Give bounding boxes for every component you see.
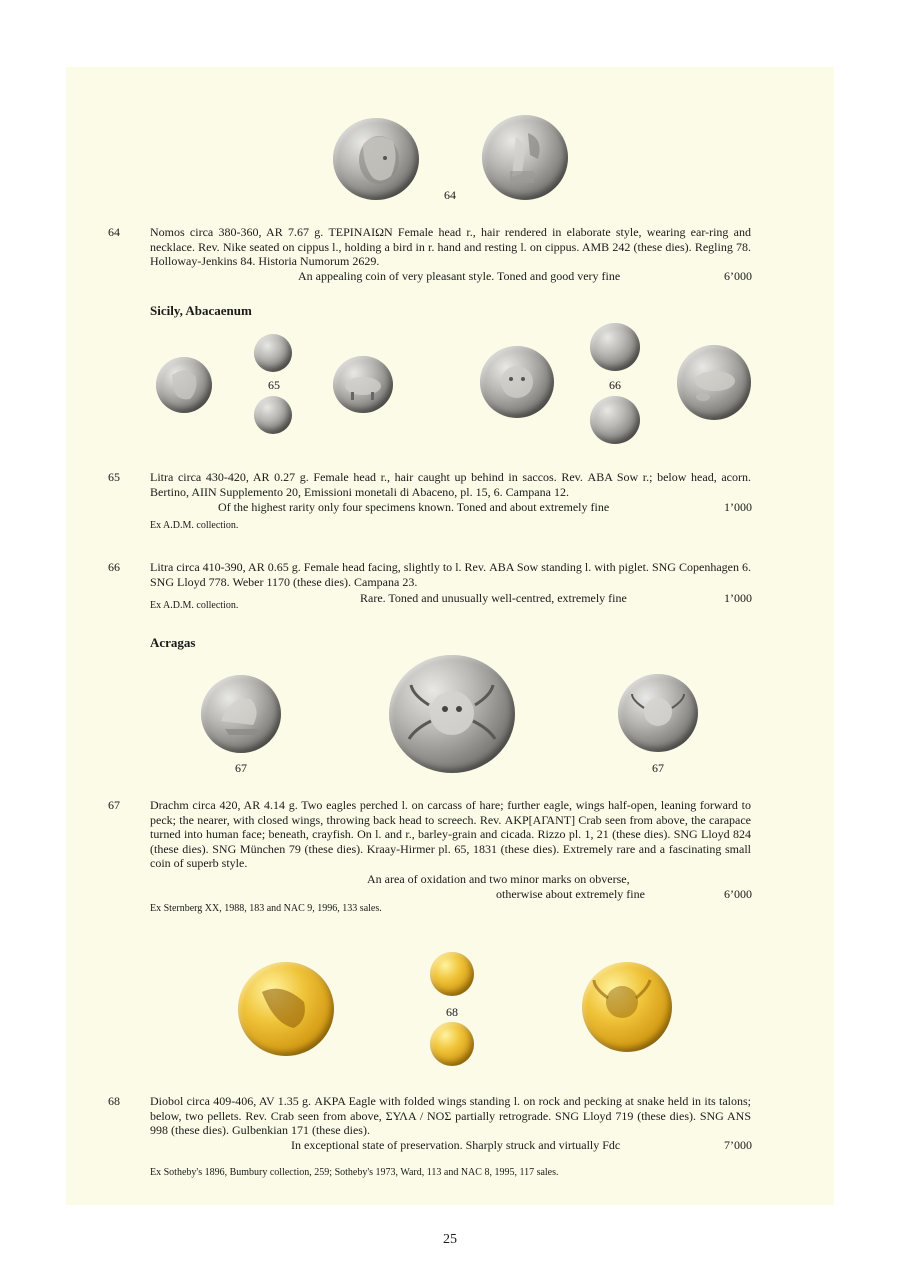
eagle-icon (238, 962, 334, 1056)
lot-remark: Rare. Toned and unusually well-centred, extremely fine (360, 591, 627, 605)
crab-icon (582, 962, 672, 1052)
lot-provenance: Ex A.D.M. collection. (150, 600, 239, 611)
lot-description: Diobol circa 409-406, AV 1.35 g. ΑΚΡΑ Eagle with folded wings standing l. on rock and pecking at snake held in its talons; below, two pellets. Rev. Crab seen from above, ΣΥΛΑ / ΝΟΣ partially retrograde. SNG Lloyd 719 (these dies). SNG ANS 998 (these dies). Gulbenkian 171 (these dies). (150, 1094, 751, 1138)
lot-number: 68 (108, 1094, 120, 1108)
coin-68-reverse-small (430, 1022, 474, 1066)
coin-68-obverse-large (238, 962, 334, 1056)
coin-label-66: 66 (609, 378, 621, 392)
lot-price: 1’000 (724, 591, 752, 605)
female-head-icon (333, 118, 419, 200)
lot-description: Litra circa 430-420, AR 0.27 g. Female head r., hair caught up behind in saccos. Rev. ΑΒΑ Sow r.; below head, acorn. Bertino, AIIN Supplemento 20, Emissioni monetali di Abaceno, pl. 15, 6. Campana 12. (150, 470, 751, 499)
lot-number: 67 (108, 798, 120, 812)
coin-64-reverse (482, 115, 568, 200)
lot-description: Drachm circa 420, AR 4.14 g. Two eagles perched l. on carcass of hare; further eagle, wings half-open, leaning forward to peck; the nearer, with closed wings, throwing back head to screech. Rev. ΑΚΡ[ΑΓΑΝΤ] Crab seen from above, the carapace turned into human face; beneath, crayfish. On l. and r., barley-grain and cicada. Rizzo pl. 1, 21 (these dies). SNG Lloyd 824 (these dies). SNG München 79 (these dies). Kraay-Hirmer pl. 65, 1831 (these dies). Extremely rare and a fascinating small coin of superb style. (150, 798, 751, 871)
sow-with-piglet-icon (677, 345, 751, 420)
coin-label-65: 65 (268, 378, 280, 392)
lot-price: 6’000 (724, 269, 752, 283)
coin-66-reverse-large (677, 345, 751, 420)
seated-nike-icon (482, 115, 568, 200)
sow-icon (333, 356, 393, 413)
coin-67-reverse-large (389, 655, 515, 773)
lot-number: 65 (108, 470, 120, 484)
lot-provenance: Ex Sternberg XX, 1988, 183 and NAC 9, 1996, 133 sales. (150, 903, 382, 914)
coin-68-reverse-large (582, 962, 672, 1052)
coin-67-reverse-small (618, 674, 698, 752)
coin-label-68: 68 (446, 1005, 458, 1019)
coin-label-67: 67 (652, 761, 664, 775)
coin-66-obverse-large (480, 346, 554, 418)
page-number: 25 (443, 1232, 457, 1247)
lot-provenance: Ex A.D.M. collection. (150, 520, 239, 531)
coin-68-obverse-small (430, 952, 474, 996)
lot-number: 66 (108, 560, 120, 574)
facing-head-icon (480, 346, 554, 418)
lot-price: 1’000 (724, 500, 752, 514)
lot-remark: otherwise about extremely fine (496, 887, 645, 901)
lot-remark: An area of oxidation and two minor marks on obverse, (367, 872, 630, 886)
coin-66-reverse-small (590, 396, 640, 444)
eagles-on-hare-icon (201, 675, 281, 753)
lot-price: 7’000 (724, 1138, 752, 1152)
lot-description: Litra circa 410-390, AR 0.65 g. Female head facing, slightly to l. Rev. ΑΒΑ Sow standing l. with piglet. SNG Copenhagen 6. SNG Lloyd 778. Weber 1170 (these dies). Campana 23. (150, 560, 751, 589)
coin-66-obverse-small (590, 323, 640, 371)
female-head-icon (156, 357, 212, 413)
coin-65-reverse-small (254, 396, 292, 434)
section-heading: Sicily, Abacaenum (150, 303, 252, 318)
crab-icon (618, 674, 698, 752)
coin-67-obverse-small (201, 675, 281, 753)
coin-65-obverse-small (254, 334, 292, 372)
crab-icon (389, 655, 515, 773)
coin-65-reverse-large (333, 356, 393, 413)
coin-64-obverse (333, 118, 419, 200)
lot-price: 6’000 (724, 887, 752, 901)
coin-label-64: 64 (444, 188, 456, 202)
lot-remark: In exceptional state of preservation. Sharply struck and virtually Fdc (291, 1138, 621, 1152)
lot-remark: An appealing coin of very pleasant style. Toned and good very fine (298, 269, 621, 283)
lot-remark: Of the highest rarity only four specimens known. Toned and about extremely fine (218, 500, 610, 514)
lot-description: Nomos circa 380-360, AR 7.67 g. ΤΕΡΙΝΑΙΩΝ Female head r., hair rendered in elaborate style, wearing ear-ring and necklace. Rev. Nike seated on cippus l., holding a bird in r. hand and resting l. on cippus. AMB 242 (these dies). Regling 78. Holloway-Jenkins 84. Historia Numorum 2629. (150, 225, 751, 269)
lot-number: 64 (108, 225, 120, 239)
coin-65-obverse-large (156, 357, 212, 413)
section-heading: Acragas (150, 635, 196, 650)
coin-label-67: 67 (235, 761, 247, 775)
lot-provenance: Ex Sotheby's 1896, Bumbury collection, 259; Sotheby's 1973, Ward, 113 and NAC 8, 1995, 117 sales. (150, 1167, 559, 1178)
